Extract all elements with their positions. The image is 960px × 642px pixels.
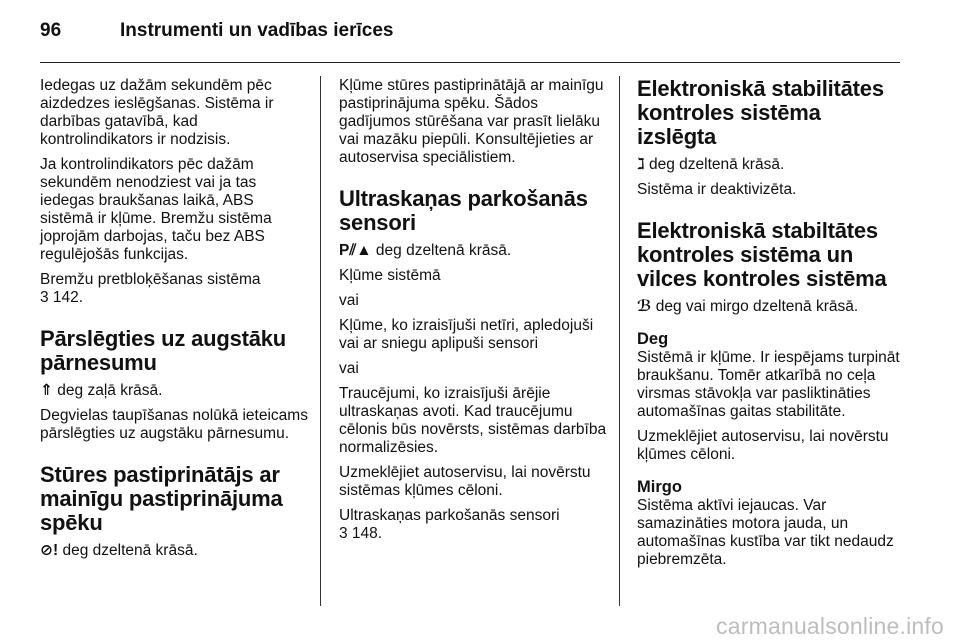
column-3: [637, 77, 903, 576]
steering-fault-paragraph: Kļūme stūres pastiprinātājā ar mainīgu pastiprinājuma spēku. Šādos gadījumos stūrēšana var prasīt lielāku vai mazāku piepūli. Konsultējieties ar autoservisa speciālistiem.: [339, 77, 604, 166]
parking-sensor-icon: P⫽▲: [339, 242, 372, 259]
heading-parking-sensors: Ultraskaņas parkošanās sensori: [339, 186, 588, 235]
column-2: [339, 77, 607, 550]
steering-wheel-warning-icon: ⊘!: [40, 542, 59, 559]
heading-esc-off: Elektroniskā stabilitātes kontroles sistēma izslēgta: [637, 76, 884, 149]
upshift-paragraph: Degvielas taupīšanas nolūkā ieteicams pārslēgties uz augstāku pārnesumu.: [40, 407, 308, 442]
column-1: [40, 77, 308, 567]
watermark: carmanualsonline.info: [716, 613, 944, 639]
abs-reference: [40, 271, 308, 307]
abs-paragraph-1: Iedegas uz dažām sekundēm pēc aizdedzes ieslēgšanas. Sistēma ir darbības gatavībā, kad kontrolindikators ir nodzisis.: [40, 77, 274, 148]
heading-upshift: Pārslēgties uz augstāku pārnesumu: [40, 326, 287, 375]
esc-off-icon: ℷ: [637, 156, 645, 173]
parking-line-2: vai: [339, 292, 359, 309]
parking-reference-text: Ultraskaņas parkošanās sensori: [339, 507, 560, 524]
abs-reference-page-link[interactable]: 3 142.: [40, 289, 84, 306]
steering-indicator-line: [40, 542, 308, 560]
deg-paragraph-1: Sistēmā ir kļūme. Ir iespējams turpināt braukšanu. Tomēr atkarībā no ceļa virsmas stāvokļa var pasliktināties automašīnas gaitas stabilitāte.: [637, 349, 900, 420]
parking-line-5: Traucējumi, ko izraisījuši ārējie ultraskaņas avoti. Kad traucējumu cēlonis būs novērsts, sistēmas darbība normalizēsies.: [339, 385, 607, 456]
column-divider-2: [619, 76, 620, 606]
page-title: Instrumenti un vadības ierīces: [120, 20, 394, 41]
parking-indicator-line: [339, 242, 607, 260]
parking-line-3: Kļūme, ko izraisījuši netīri, apledojuši vai ar sniegu aplipuši sensori: [339, 317, 594, 352]
esc-off-indicator-text: deg dzeltenā krāsā.: [644, 156, 785, 173]
abs-paragraph-2: Ja kontrolindikators pēc dažām sekundēm nenodziest vai ja tas iedegas braukšanas laikā, ABS sistēmā ir kļūme. Bremžu sistēma joprojām darbojas, taču bez ABS regulējošās funkcijas.: [40, 156, 272, 263]
parking-line-4: vai: [339, 360, 359, 377]
subheading-mirgo: Mirgo: [637, 478, 682, 496]
parking-line-1: Kļūme sistēmā: [339, 267, 441, 284]
esc-indicator-line: [637, 298, 903, 316]
parking-line-6: Uzmeklējiet autoservisu, lai novērstu sistēmas kļūmes cēloni.: [339, 464, 591, 499]
parking-reference: [339, 507, 607, 543]
parking-indicator-text: deg dzeltenā krāsā.: [371, 242, 512, 259]
page-number: 96: [40, 20, 62, 41]
page-header: [40, 18, 900, 63]
parking-reference-page-link[interactable]: 3 148.: [339, 525, 383, 542]
esc-off-indicator-line: [637, 156, 903, 174]
upshift-indicator-text: deg zaļā krāsā.: [53, 382, 163, 399]
upshift-indicator-line: [40, 382, 308, 400]
esc-traction-icon: ℬ: [637, 298, 652, 315]
esc-indicator-text: deg vai mirgo dzeltenā krāsā.: [651, 298, 859, 315]
steering-indicator-text: deg dzeltenā krāsā.: [58, 542, 198, 559]
subheading-deg: Deg: [637, 330, 669, 348]
heading-esc-traction: Elektroniskā stabiltātes kontroles sistēma un vilces kontroles sistēma: [637, 218, 887, 291]
column-divider-1: [320, 76, 321, 606]
abs-reference-text: Bremžu pretbloķēšanas sistēma: [40, 271, 261, 288]
deg-paragraph-2: Uzmeklējiet autoservisu, lai novērstu kļūmes cēloni.: [637, 428, 889, 463]
esc-off-paragraph: Sistēma ir deaktivizēta.: [637, 181, 797, 198]
mirgo-paragraph: Sistēma aktīvi iejaucas. Var samazināties motora jauda, un automašīnas kustība var tikt nedaudz piebremzēta.: [637, 497, 894, 568]
heading-power-steering: Stūres pastiprinātājs ar mainīgu pastiprinājuma spēku: [40, 462, 283, 535]
upshift-arrow-icon: ⇑: [40, 382, 53, 399]
